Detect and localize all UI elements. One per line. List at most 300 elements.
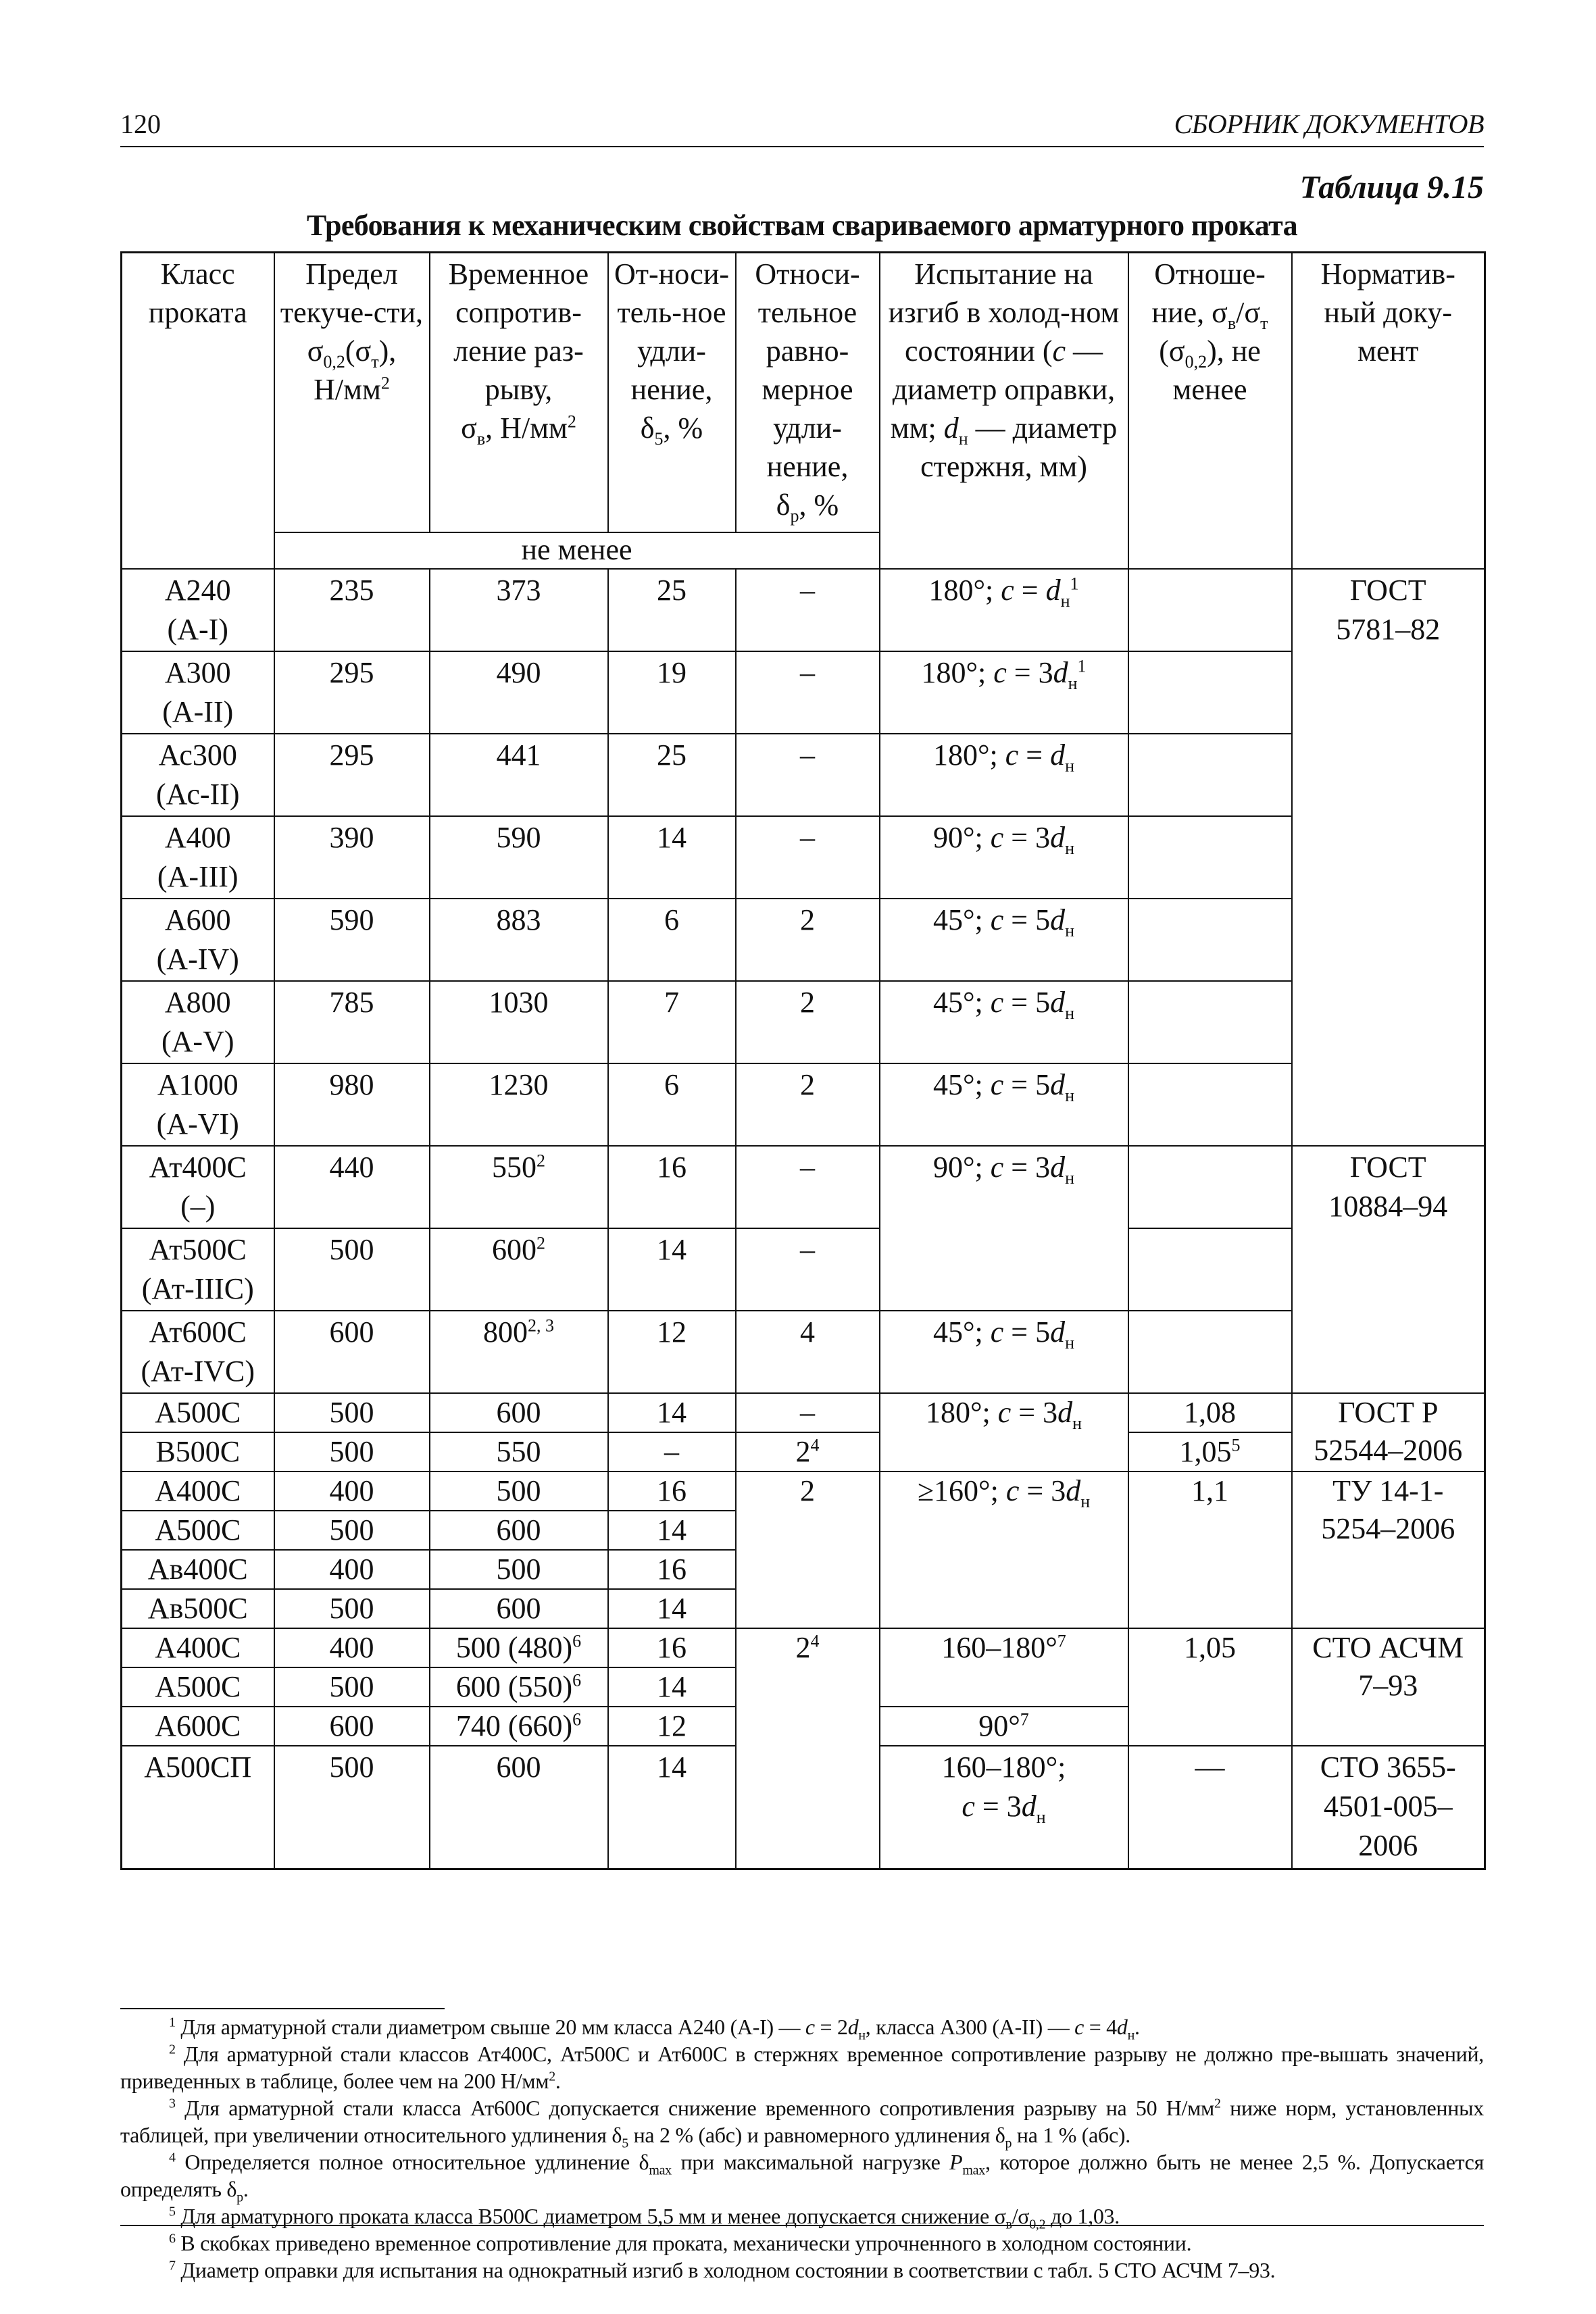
txt: 800 (483, 1315, 528, 1349)
sym: δ (640, 411, 655, 445)
sub: 0,2 (1029, 2217, 1046, 2232)
sym: c (1005, 738, 1019, 772)
sub: в (1227, 313, 1237, 333)
txt: (А-VI) (156, 1107, 239, 1140)
cell-ratio: 1,05 (1128, 1628, 1292, 1746)
txt: ниже норм, установленных таблицей, при увеличении относительного удлинения δ (120, 2096, 1484, 2147)
cell-class: Ав400С (122, 1550, 274, 1589)
cell-bend (880, 1063, 1128, 1146)
cell-yield: 390 (274, 816, 430, 899)
cell-yield: 600 (274, 1311, 430, 1393)
txt: 10884–94 (1328, 1190, 1448, 1223)
txt: 5 (1035, 903, 1051, 936)
sym: d (1053, 656, 1068, 689)
cell-uniform: – (736, 816, 880, 899)
mechanical-properties-table (120, 251, 1486, 1870)
sub: р (236, 2190, 243, 2205)
sub: т (1260, 313, 1268, 333)
txt: 5254–2006 (1321, 1512, 1455, 1545)
cell-bend (880, 1146, 1128, 1311)
cell-class (122, 1063, 274, 1146)
cell-class (122, 1311, 274, 1393)
txt: (Ат-IVС) (141, 1355, 255, 1388)
unit: , % (663, 411, 703, 445)
table-row (122, 734, 1485, 816)
sym: c (993, 656, 1007, 689)
sym: d (1050, 738, 1066, 772)
txt: 180°; (928, 574, 1001, 607)
cell-bend (880, 1746, 1128, 1869)
cell-ratio (1128, 1146, 1292, 1228)
cell-elongation: – (608, 1432, 736, 1472)
txt: 5 (1035, 986, 1051, 1019)
txt: 740 (660) (455, 1709, 573, 1742)
txt: (А-I) (167, 613, 228, 646)
txt: СТО 3655- (1320, 1751, 1456, 1784)
cell-ratio (1128, 1228, 1292, 1311)
txt: Норматив-ный доку-мент (1320, 257, 1455, 368)
header-yield-symbol (307, 334, 397, 372)
txt: ГОСТ (1349, 1151, 1426, 1184)
cell-bend (880, 1393, 1128, 1472)
sup: 5 (1231, 1435, 1241, 1455)
sup: 2 (1214, 2096, 1221, 2111)
txt: на 2 % (абс) и равномерного удлинения δ (628, 2123, 1005, 2147)
header-elongation (608, 253, 736, 533)
cell-class (122, 981, 274, 1063)
cell-class (122, 1146, 274, 1228)
txt: не менее (521, 533, 632, 566)
sub: н (1065, 1332, 1075, 1353)
cell-elongation: 7 (608, 981, 736, 1063)
txt: = (1019, 1474, 1051, 1507)
journal-title: СБОРНИК ДОКУМЕНТОВ (1174, 109, 1484, 139)
cell-class (122, 899, 274, 981)
txt: 5 (1035, 1068, 1051, 1101)
txt: Отноше-ние, σ (1151, 257, 1266, 329)
header-yield (274, 253, 430, 533)
txt: Для арматурной стали класса Ат600С допускается снижение временного сопротивления разрыву на 50 Н/мм (175, 2096, 1215, 2120)
sub: 0,2 (1184, 351, 1207, 372)
txt: 500 (480) (455, 1631, 573, 1664)
table-caption: Требования к механическим свойствам свариваемого арматурного проката (306, 209, 1298, 242)
cell-elongation: 6 (608, 899, 736, 981)
header-uniform-text: Относи-тельное равно-мерное удли-нение, (755, 257, 860, 483)
txt: 3 (1043, 1396, 1058, 1429)
cell-normative (1292, 1393, 1485, 1472)
cell-uniform: 2 (736, 981, 880, 1063)
fn-mark: 7 (169, 2258, 176, 2273)
footnotes-rule (120, 2008, 445, 2009)
sym: c (990, 903, 1004, 936)
cell-uniform: – (736, 651, 880, 734)
cell-normative (1292, 1628, 1485, 1746)
sub: н (1127, 2028, 1134, 2043)
txt: 5781–82 (1336, 613, 1441, 646)
cell-yield: 400 (274, 1472, 430, 1511)
table-row (122, 1311, 1485, 1393)
txt: А1000 (157, 1068, 239, 1101)
sub: н (1065, 755, 1075, 776)
sym: d (1050, 821, 1066, 854)
cell-elongation: 6 (608, 1063, 736, 1146)
cell-yield: 295 (274, 651, 430, 734)
txt: 160–180° (941, 1631, 1057, 1664)
sub: н (858, 2028, 866, 2043)
cell-ratio (1128, 569, 1292, 651)
sym: c (990, 1315, 1004, 1349)
sup: 4 (810, 1435, 820, 1455)
sub: 5 (622, 2136, 628, 2151)
txt: 600 (550) (455, 1670, 573, 1703)
sym: c (997, 1396, 1012, 1429)
txt: 160–180°; (941, 1751, 1066, 1784)
txt: Ат600С (149, 1315, 247, 1349)
fn-mark: 3 (169, 2096, 176, 2111)
cell-tensile: 1230 (430, 1063, 608, 1146)
sub: р (790, 505, 799, 526)
document-page (120, 101, 1484, 2282)
cell-yield: 500 (274, 1746, 430, 1869)
cell-tensile (430, 1146, 608, 1228)
txt: — диаметр оправки, мм; (890, 334, 1116, 445)
cell-tensile: 590 (430, 816, 608, 899)
sym: d (1050, 903, 1066, 936)
sup: 2 (567, 411, 576, 432)
cell-tensile: 373 (430, 569, 608, 651)
cell-ratio (1128, 734, 1292, 816)
cell-bend (880, 1707, 1128, 1746)
cell-yield: 500 (274, 1589, 430, 1628)
sym: (σ (345, 334, 372, 368)
cell-elongation: 19 (608, 651, 736, 734)
sub: max (962, 2163, 985, 2178)
cell-uniform: 2 (736, 899, 880, 981)
fn-mark: 6 (169, 2231, 176, 2246)
sym: P (949, 2150, 963, 2174)
header-bend-test (880, 253, 1128, 570)
cell-elongation: 14 (608, 1228, 736, 1311)
sym: ), (378, 334, 397, 368)
cell-ratio: — (1128, 1746, 1292, 1869)
table-row (122, 651, 1485, 734)
table-row (122, 1063, 1485, 1146)
cell-elongation: 12 (608, 1311, 736, 1393)
cell-uniform: – (736, 734, 880, 816)
txt: 5 (1035, 1315, 1051, 1349)
header-not-less (274, 532, 880, 569)
txt: = (1011, 1396, 1043, 1429)
sym: σ (461, 411, 477, 445)
txt: 180°; (925, 1396, 998, 1429)
cell-elongation: 16 (608, 1628, 736, 1667)
cell-elongation: 16 (608, 1472, 736, 1511)
cell-uniform: 4 (736, 1311, 880, 1393)
header-normative (1292, 253, 1485, 570)
header-class-text: Класс проката (148, 257, 247, 329)
txt: 3 (1038, 656, 1053, 689)
sub: в (1005, 2217, 1012, 2232)
sym: c (805, 2015, 815, 2039)
txt: /σ (1012, 2204, 1030, 2228)
header-yield-text: Предел текуче-сти, (280, 257, 424, 329)
sub: н (1036, 1807, 1046, 1827)
cell-elongation: 14 (608, 816, 736, 899)
txt: 2006 (1358, 1829, 1418, 1862)
txt: Испытание на изгиб в холод-ном состоянии ( (888, 257, 1120, 368)
txt: А300 (164, 656, 231, 689)
sup: 1 (1077, 656, 1087, 676)
cell-elongation: 14 (608, 1667, 736, 1707)
sym: d (847, 2015, 859, 2039)
sym: d (1021, 1790, 1037, 1823)
footnote-7 (120, 2257, 1484, 2284)
cell-tensile (430, 1667, 608, 1707)
header-elongation-text: От-носи-тель-ное удли-нение, (614, 257, 730, 406)
cell-tensile: 490 (430, 651, 608, 734)
cell-tensile (430, 1228, 608, 1311)
cell-normative (1292, 1746, 1485, 1869)
sym: c (962, 1790, 975, 1823)
cell-tensile: 600 (430, 1511, 608, 1550)
txt: = (1014, 574, 1046, 607)
cell-ratio: 1,08 (1128, 1393, 1292, 1432)
txt: = 4 (1084, 2015, 1117, 2039)
cell-ratio (1128, 816, 1292, 899)
txt: = (1003, 821, 1036, 854)
txt: ), не менее (1172, 334, 1261, 406)
page-number: 120 (120, 109, 161, 139)
txt: до 1,03. (1045, 2204, 1120, 2228)
sup: 7 (1020, 1709, 1029, 1730)
cell-ratio (1128, 899, 1292, 981)
txt: ГОСТ Р (1338, 1396, 1439, 1429)
sym: d (1050, 1315, 1066, 1349)
sym: c (1005, 1474, 1020, 1507)
cell-elongation: 16 (608, 1550, 736, 1589)
cell-class: Ав500С (122, 1589, 274, 1628)
txt: . (243, 2177, 249, 2201)
txt: (А-IV) (156, 942, 239, 976)
cell-bend (880, 734, 1128, 816)
cell-uniform: – (736, 569, 880, 651)
txt: А400 (164, 821, 231, 854)
txt: ГОСТ (1349, 574, 1426, 607)
cell-tensile: 550 (430, 1432, 608, 1472)
txt: А240 (164, 574, 231, 607)
cell-bend (880, 899, 1128, 981)
table-header-row (122, 253, 1485, 533)
sup: 2 (537, 1151, 545, 1171)
txt: В скобках приведено временное сопротивление для проката, механически упрочненного в холодном состоянии. (175, 2231, 1192, 2255)
txt: /σ (1236, 296, 1261, 329)
txt: (Ас-II) (156, 778, 240, 811)
footnote-2 (120, 2040, 1484, 2094)
bottom-rule (120, 2225, 1484, 2226)
table-label: Таблица 9.15 (1299, 170, 1484, 205)
txt: на 1 % (абс). (1012, 2123, 1130, 2147)
table-row (122, 1393, 1485, 1432)
txt: СТО АСЧМ (1312, 1631, 1464, 1664)
txt: Диаметр оправки для испытания на однократный изгиб в холодном состоянии в соответствии с табл. 5 СТО АСЧМ 7–93. (175, 2258, 1276, 2282)
cell-yield: 295 (274, 734, 430, 816)
sub: н (1072, 1413, 1082, 1433)
cell-tensile: 600 (430, 1589, 608, 1628)
cell-elongation: 14 (608, 1746, 736, 1869)
sub: в (476, 428, 486, 449)
cell-bend (880, 651, 1128, 734)
txt: (А-II) (162, 695, 234, 728)
table-row (122, 981, 1485, 1063)
cell-tensile: 441 (430, 734, 608, 816)
sup: 6 (572, 1631, 582, 1651)
header-tensile (430, 253, 608, 533)
txt: Для арматурной стали диаметром свыше 20 мм класса А240 (А-I) — (175, 2015, 805, 2039)
cell-elongation: 25 (608, 734, 736, 816)
sup: 4 (810, 1631, 820, 1651)
sup: 2, 3 (528, 1315, 554, 1336)
txt: Ат500С (149, 1233, 247, 1266)
cell-normative (1292, 1472, 1485, 1628)
txt: (А-V) (161, 1025, 234, 1058)
txt: . (1134, 2015, 1140, 2039)
header-class (122, 253, 274, 570)
sym: c (990, 1068, 1004, 1101)
cell-yield: 400 (274, 1628, 430, 1667)
cell-elongation: 14 (608, 1589, 736, 1628)
footnote-6 (120, 2230, 1484, 2257)
cell-uniform (736, 1432, 880, 1472)
cell-ratio (1128, 651, 1292, 734)
cell-class (122, 569, 274, 651)
txt: 4501-005– (1323, 1790, 1453, 1823)
cell-uniform: – (736, 1393, 880, 1432)
cell-class (122, 651, 274, 734)
sup: 7 (1057, 1631, 1066, 1651)
txt: 600 (492, 1233, 537, 1266)
sym: c (990, 1151, 1004, 1184)
sym: d (943, 411, 959, 445)
sym: c (1074, 2015, 1084, 2039)
txt: , класса А300 (А-II) — (865, 2015, 1075, 2039)
cell-tensile: 1030 (430, 981, 608, 1063)
cell-bend (880, 816, 1128, 899)
running-head (120, 108, 1484, 147)
sup: 6 (572, 1670, 582, 1690)
txt: А800 (164, 986, 231, 1019)
cell-class (122, 734, 274, 816)
cell-class: А400С (122, 1628, 274, 1667)
cell-tensile (430, 1707, 608, 1746)
txt: 90°; (932, 1151, 991, 1184)
sup: 2 (537, 1233, 545, 1253)
cell-class: А500С (122, 1393, 274, 1432)
txt: = (1003, 903, 1036, 936)
cell-elongation: 25 (608, 569, 736, 651)
txt: = (974, 1790, 1007, 1823)
txt: . (555, 2069, 561, 2093)
sub: н (1068, 673, 1078, 693)
cell-ratio (1128, 1063, 1292, 1146)
cell-yield: 785 (274, 981, 430, 1063)
cell-class: В500С (122, 1432, 274, 1472)
sym: c (990, 986, 1004, 1019)
cell-class: А600С (122, 1707, 274, 1746)
cell-ratio (1128, 981, 1292, 1063)
cell-bend (880, 1472, 1128, 1628)
cell-tensile: 883 (430, 899, 608, 981)
sup: 6 (572, 1709, 582, 1730)
table-row (122, 1432, 1485, 1472)
sub: н (1065, 838, 1075, 858)
cell-yield: 500 (274, 1393, 430, 1432)
txt: (А-III) (157, 860, 239, 893)
txt: (σ (1159, 334, 1185, 368)
sub: 5 (654, 428, 664, 449)
txt: = (1006, 656, 1039, 689)
txt: 2 (795, 1631, 811, 1664)
sym: c (1001, 574, 1014, 607)
txt: (–) (180, 1190, 216, 1223)
sym: d (1050, 1068, 1066, 1101)
txt: 3 (1051, 1474, 1066, 1507)
sym: σ (307, 334, 324, 368)
txt: = (1003, 1315, 1036, 1349)
cell-class (122, 816, 274, 899)
txt: ≥160°; (917, 1474, 1006, 1507)
sym: d (1050, 986, 1066, 1019)
txt: 90°; (932, 821, 991, 854)
cell-bend (880, 981, 1128, 1063)
header-yield-unit: Н/мм (314, 373, 381, 406)
cell-tensile: 500 (430, 1550, 608, 1589)
unit: , % (799, 488, 839, 522)
txt: 2 (795, 1435, 811, 1468)
txt: 45°; (932, 1068, 991, 1101)
unit: , Н/мм (485, 411, 568, 445)
cell-yield: 235 (274, 569, 430, 651)
cell-yield: 500 (274, 1432, 430, 1472)
txt: 52544–2006 (1314, 1434, 1463, 1467)
sub: н (1065, 1085, 1075, 1105)
table-row (122, 1472, 1485, 1511)
footnotes (120, 2013, 1484, 2284)
sym: d (1057, 1396, 1073, 1429)
txt: 180°; (932, 738, 1005, 772)
cell-ratio (1128, 1311, 1292, 1393)
cell-yield: 600 (274, 1707, 430, 1746)
txt: Для арматурного проката класса В500С диаметром 5,5 мм и менее допускается снижение σ (175, 2204, 1006, 2228)
cell-tensile: 500 (430, 1472, 608, 1511)
cell-bend (880, 1311, 1128, 1393)
cell-yield: 500 (274, 1228, 430, 1311)
txt: 1,05 (1179, 1435, 1232, 1468)
cell-class: А400С (122, 1472, 274, 1511)
sym: c (990, 821, 1004, 854)
cell-bend (880, 569, 1128, 651)
cell-ratio (1128, 1432, 1292, 1472)
cell-elongation: 14 (608, 1393, 736, 1432)
sub: т (371, 351, 379, 372)
cell-uniform: – (736, 1146, 880, 1228)
fn-mark: 5 (169, 2204, 176, 2219)
cell-class (122, 1228, 274, 1311)
txt: 7–93 (1358, 1669, 1418, 1702)
sub: н (1060, 590, 1070, 611)
header-uniform-elongation (736, 253, 880, 533)
cell-yield: 980 (274, 1063, 430, 1146)
txt: 3 (1035, 1151, 1051, 1184)
